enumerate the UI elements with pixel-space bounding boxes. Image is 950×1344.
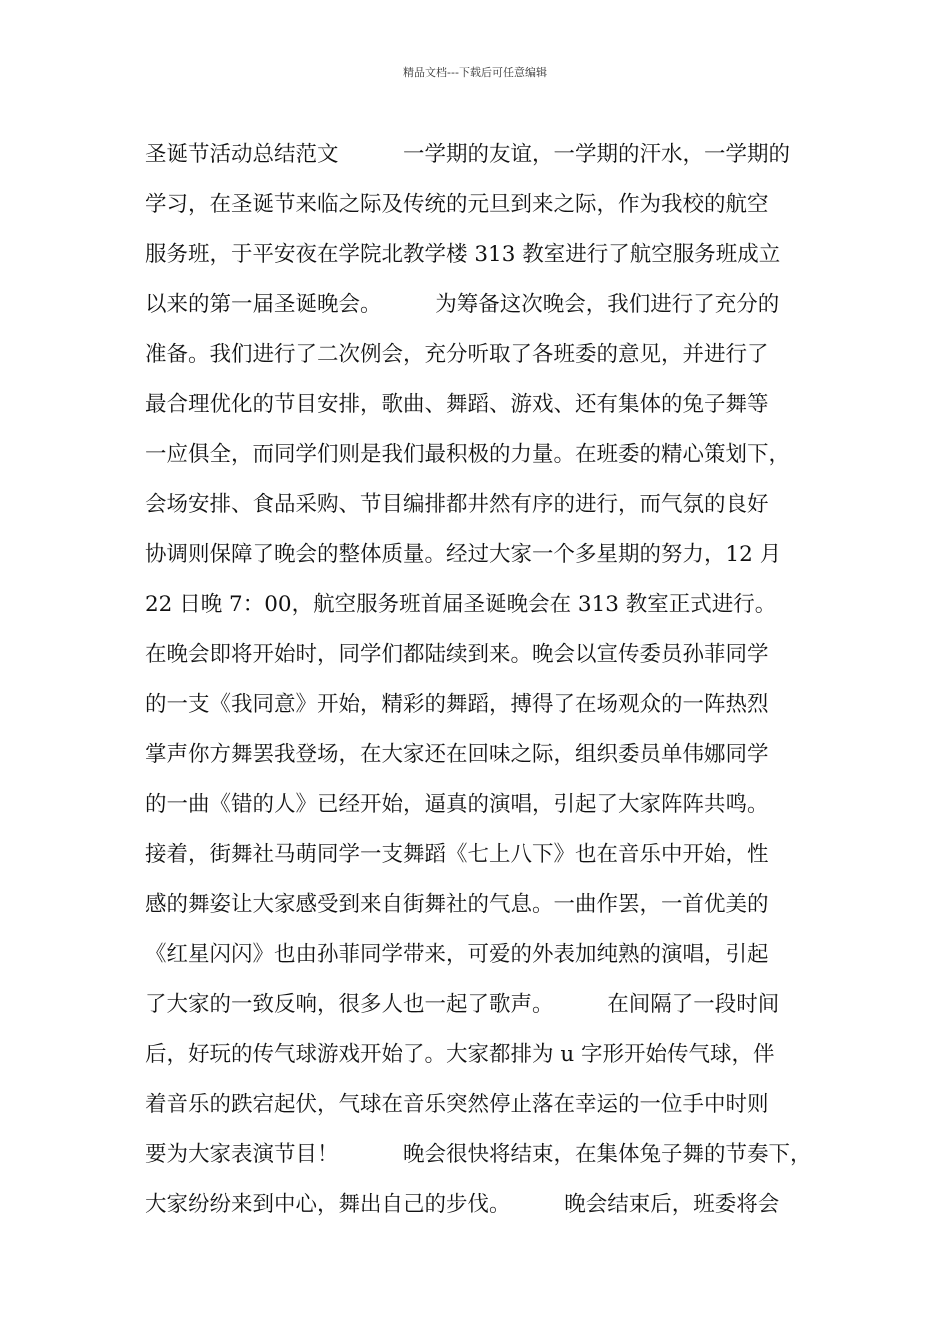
text-line: 感的舞姿让大家感受到来自街舞社的气息。一曲作罢，一首优美的 <box>145 892 769 917</box>
text-line: 在晚会即将开始时，同学们都陆续到来。晚会以宣传委员孙菲同学 <box>145 642 769 667</box>
text-line: 要为大家表演节目！ 晚会很快将结束，在集体兔子舞的节奏下， <box>145 1142 812 1167</box>
text-line: 会场安排、食品采购、节目编排都井然有序的进行，而气氛的良好 <box>145 492 769 517</box>
text-line: 学习，在圣诞节来临之际及传统的元旦到来之际，作为我校的航空 <box>145 192 769 217</box>
text-line: 以来的第一届圣诞晚会。 为筹备这次晚会，我们进行了充分的 <box>145 292 780 317</box>
text-line: 的一曲《错的人》已经开始，逼真的演唱，引起了大家阵阵共鸣。 <box>145 792 769 817</box>
text-line: 服务班，于平安夜在学院北教学楼 313 教室进行了航空服务班成立 <box>145 242 781 267</box>
text-line: 《红星闪闪》也由孙菲同学带来，可爱的外表加纯熟的演唱，引起 <box>145 942 769 967</box>
document-body <box>145 130 835 1230</box>
text-line: 圣诞节活动总结范文 一学期的友谊，一学期的汗水，一学期的 <box>145 142 791 167</box>
text-line: 掌声你方舞罢我登场，在大家还在回味之际，组织委员单伟娜同学 <box>145 742 769 767</box>
text-line: 协调则保障了晚会的整体质量。经过大家一个多星期的努力，12 月 <box>145 542 782 567</box>
page-header: 精品文档---下载后可任意编辑 <box>403 66 547 79</box>
text-line: 接着，街舞社马萌同学一支舞蹈《七上八下》也在音乐中开始，性 <box>145 842 769 867</box>
text-line: 了大家的一致反响，很多人也一起了歌声。 在间隔了一段时间 <box>145 992 780 1017</box>
text-line: 22 日晚 7：00，航空服务班首届圣诞晚会在 313 教室正式进行。 <box>145 592 777 617</box>
text-line: 的一支《我同意》开始，精彩的舞蹈，搏得了在场观众的一阵热烈 <box>145 692 769 717</box>
text-line: 大家纷纷来到中心，舞出自己的步伐。 晚会结束后，班委将会 <box>145 1192 780 1217</box>
text-line: 准备。我们进行了二次例会，充分听取了各班委的意见，并进行了 <box>145 342 769 367</box>
text-line: 最合理优化的节目安排，歌曲、舞蹈、游戏、还有集体的兔子舞等 <box>145 392 769 417</box>
text-line: 着音乐的跌宕起伏，气球在音乐突然停止落在幸运的一位手中时则 <box>145 1092 769 1117</box>
text-line: 后，好玩的传气球游戏开始了。大家都排为 u 字形开始传气球，伴 <box>145 1042 775 1067</box>
text-line: 一应俱全，而同学们则是我们最积极的力量。在班委的精心策划下， <box>145 442 791 467</box>
